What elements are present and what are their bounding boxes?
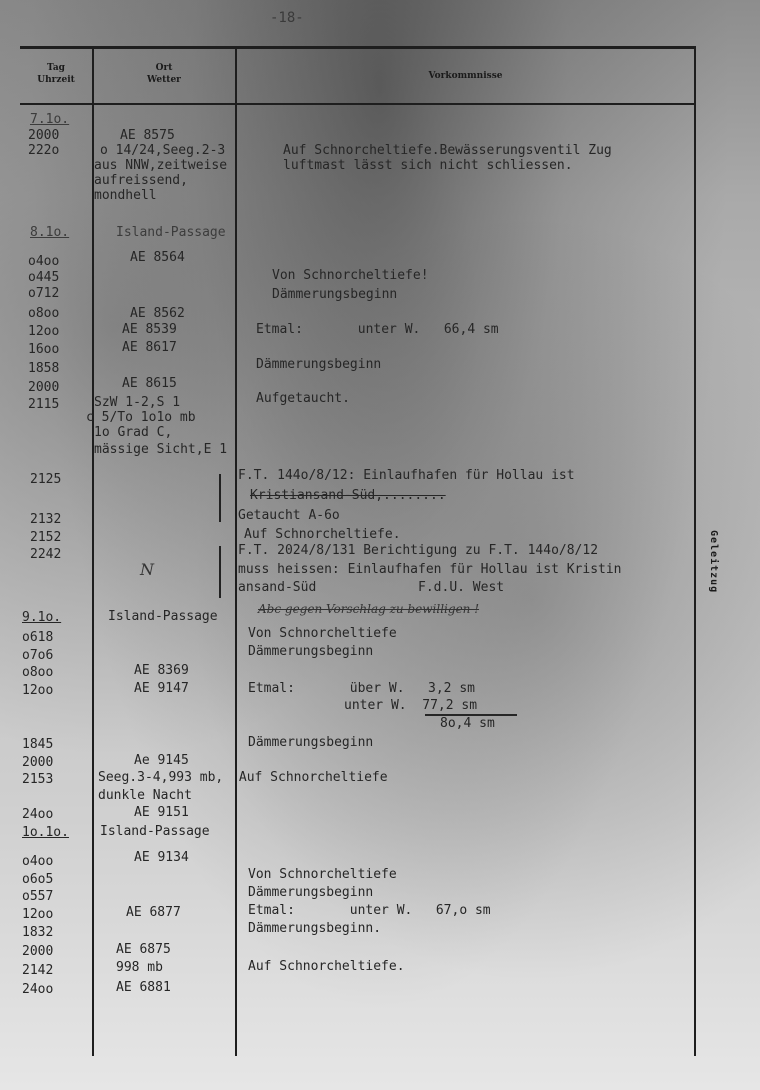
- place-cell: Ae 9145: [134, 753, 189, 768]
- event-cell: Getaucht A-6o: [238, 508, 340, 523]
- time-cell: o6o5: [22, 872, 54, 887]
- event-cell: 8o,4 sm: [440, 716, 495, 731]
- place-cell: AE 9151: [134, 805, 189, 820]
- time-cell: o8oo: [22, 665, 54, 680]
- event-cell: Dämmerungsbeginn: [248, 644, 374, 659]
- time-cell: 2000: [22, 944, 54, 959]
- time-cell: o445: [28, 270, 60, 285]
- header-bottom-rule: [20, 103, 696, 105]
- time-cell: 2142: [22, 963, 54, 978]
- event-cell: Auf Schnorcheltiefe.: [244, 527, 401, 542]
- day-date: 7.1o.: [30, 112, 70, 127]
- margin-stamp: Geleitzug: [708, 530, 719, 594]
- time-cell: 1858: [28, 361, 60, 376]
- weather-cell: 1o Grad C,: [94, 425, 173, 440]
- time-cell: 2132: [30, 512, 62, 527]
- place-cell: Island-Passage: [108, 609, 218, 624]
- place-cell: AE 8564: [130, 250, 185, 265]
- place-cell: Island-Passage: [116, 225, 226, 240]
- table-top-rule: [20, 46, 696, 49]
- event-cell: Etmal: unter W. 66,4 sm: [256, 322, 499, 337]
- column-divider-right: [694, 46, 696, 1056]
- weather-cell: aus NNW,zeitweise: [94, 158, 228, 173]
- time-cell: 2000: [28, 128, 60, 143]
- event-cell: Dämmerungsbeginn: [248, 735, 374, 750]
- place-cell: AE 6875: [116, 942, 171, 957]
- event-cell: Von Schnorcheltiefe: [248, 867, 397, 882]
- event-cell: F.T. 2024/8/131 Berichtigung zu F.T. 144o/8/12: [238, 543, 599, 558]
- time-cell: 2000: [22, 755, 54, 770]
- event-cell: luftmast lässt sich nicht schliessen.: [283, 158, 573, 173]
- time-cell: 1845: [22, 737, 54, 752]
- event-cell: Dämmerungsbeginn: [248, 885, 374, 900]
- place-cell: AE 6877: [126, 905, 181, 920]
- time-cell: 2125: [30, 472, 62, 487]
- event-cell: unter W. 77,2 sm: [344, 698, 478, 713]
- weather-cell: Seeg.3-4,993 mb, Auf Schnorcheltiefe: [98, 770, 388, 785]
- event-cell: Auf Schnorcheltiefe.Bewässerungsventil Zug: [283, 143, 612, 158]
- column-divider-2: [235, 46, 237, 1056]
- day-date: 8.1o.: [30, 225, 70, 240]
- time-cell: o4oo: [28, 254, 60, 269]
- day-date: 9.1o.: [22, 610, 62, 625]
- place-cell: Island-Passage: [100, 824, 210, 839]
- time-cell: 12oo: [22, 683, 54, 698]
- time-cell: 2152: [30, 530, 62, 545]
- weather-cell: 998 mb: [116, 960, 163, 975]
- event-cell: Dämmerungsbeginn: [272, 287, 398, 302]
- event-cell: Von Schnorcheltiefe!: [272, 268, 429, 283]
- place-cell: AE 8615: [122, 376, 177, 391]
- event-cell: Auf Schnorcheltiefe.: [248, 959, 405, 974]
- time-cell: 12oo: [28, 324, 60, 339]
- time-cell: 24oo: [22, 982, 54, 997]
- time-cell: 2000: [28, 380, 60, 395]
- place-cell: AE 6881: [116, 980, 171, 995]
- place-cell: AE 8617: [122, 340, 177, 355]
- bracket-1: [219, 474, 221, 522]
- event-cell: Von Schnorcheltiefe: [248, 626, 397, 641]
- weather-cell: o 14/24,Seeg.2-3: [100, 143, 226, 158]
- time-cell: o618: [22, 630, 54, 645]
- event-cell: Aufgetaucht.: [256, 391, 350, 406]
- weather-cell: c 5/To 1o1o mb: [86, 410, 196, 425]
- time-cell: 24oo: [22, 807, 54, 822]
- place-cell: AE 9134: [134, 850, 189, 865]
- header-ort-wetter: Ort Wetter: [147, 63, 181, 85]
- time-cell: 2153: [22, 772, 54, 787]
- event-cell: Etmal: über W. 3,2 sm: [248, 681, 475, 696]
- weather-cell: dunkle Nacht: [98, 788, 192, 803]
- event-cell: Dämmerungsbeginn: [256, 357, 382, 372]
- time-cell: o4oo: [22, 854, 54, 869]
- time-cell: o712: [28, 286, 60, 301]
- event-cell: ansand-Süd F.d.U. West: [238, 580, 505, 595]
- day-date: 1o.1o.: [22, 825, 69, 840]
- time-cell: 2115: [28, 397, 60, 412]
- time-cell: o8oo: [28, 306, 60, 321]
- time-cell: 222o: [28, 143, 60, 158]
- weather-cell: SzW 1-2,S 1: [94, 395, 181, 410]
- place-cell: AE 8539: [122, 322, 177, 337]
- event-cell: Etmal: unter W. 67,o sm: [248, 903, 491, 918]
- handwritten-note: Abc gegen Vorschlag zu bewilligen !: [258, 602, 480, 616]
- time-cell: 2242: [30, 547, 62, 562]
- weather-cell: aufreissend,: [94, 173, 188, 188]
- handwritten-mark: N: [140, 560, 154, 579]
- time-cell: o557: [22, 889, 54, 904]
- bracket-2: [219, 546, 221, 598]
- event-cell: Dämmerungsbeginn.: [248, 921, 382, 936]
- event-cell: Kristiansand-Süd,........: [250, 488, 446, 503]
- time-cell: 1832: [22, 925, 54, 940]
- time-cell: o7o6: [22, 648, 54, 663]
- time-cell: 12oo: [22, 907, 54, 922]
- place-cell: AE 9147: [134, 681, 189, 696]
- weather-cell: mässige Sicht,E 1: [94, 442, 228, 457]
- place-cell: AE 8562: [130, 306, 185, 321]
- weather-cell: mondhell: [94, 188, 157, 203]
- time-cell: 16oo: [28, 342, 60, 357]
- event-cell: F.T. 144o/8/12: Einlaufhafen für Hollau ist: [238, 468, 575, 483]
- header-tag-uhrzeit: Tag Uhrzeit: [37, 63, 75, 85]
- header-vorkommnisse: Vorkommnisse: [428, 71, 503, 81]
- place-cell: AE 8369: [134, 663, 189, 678]
- page-number: -18-: [270, 10, 304, 26]
- event-cell: muss heissen: Einlaufhafen für Hollau ist Kristin: [238, 562, 622, 577]
- place-cell: AE 8575: [120, 128, 175, 143]
